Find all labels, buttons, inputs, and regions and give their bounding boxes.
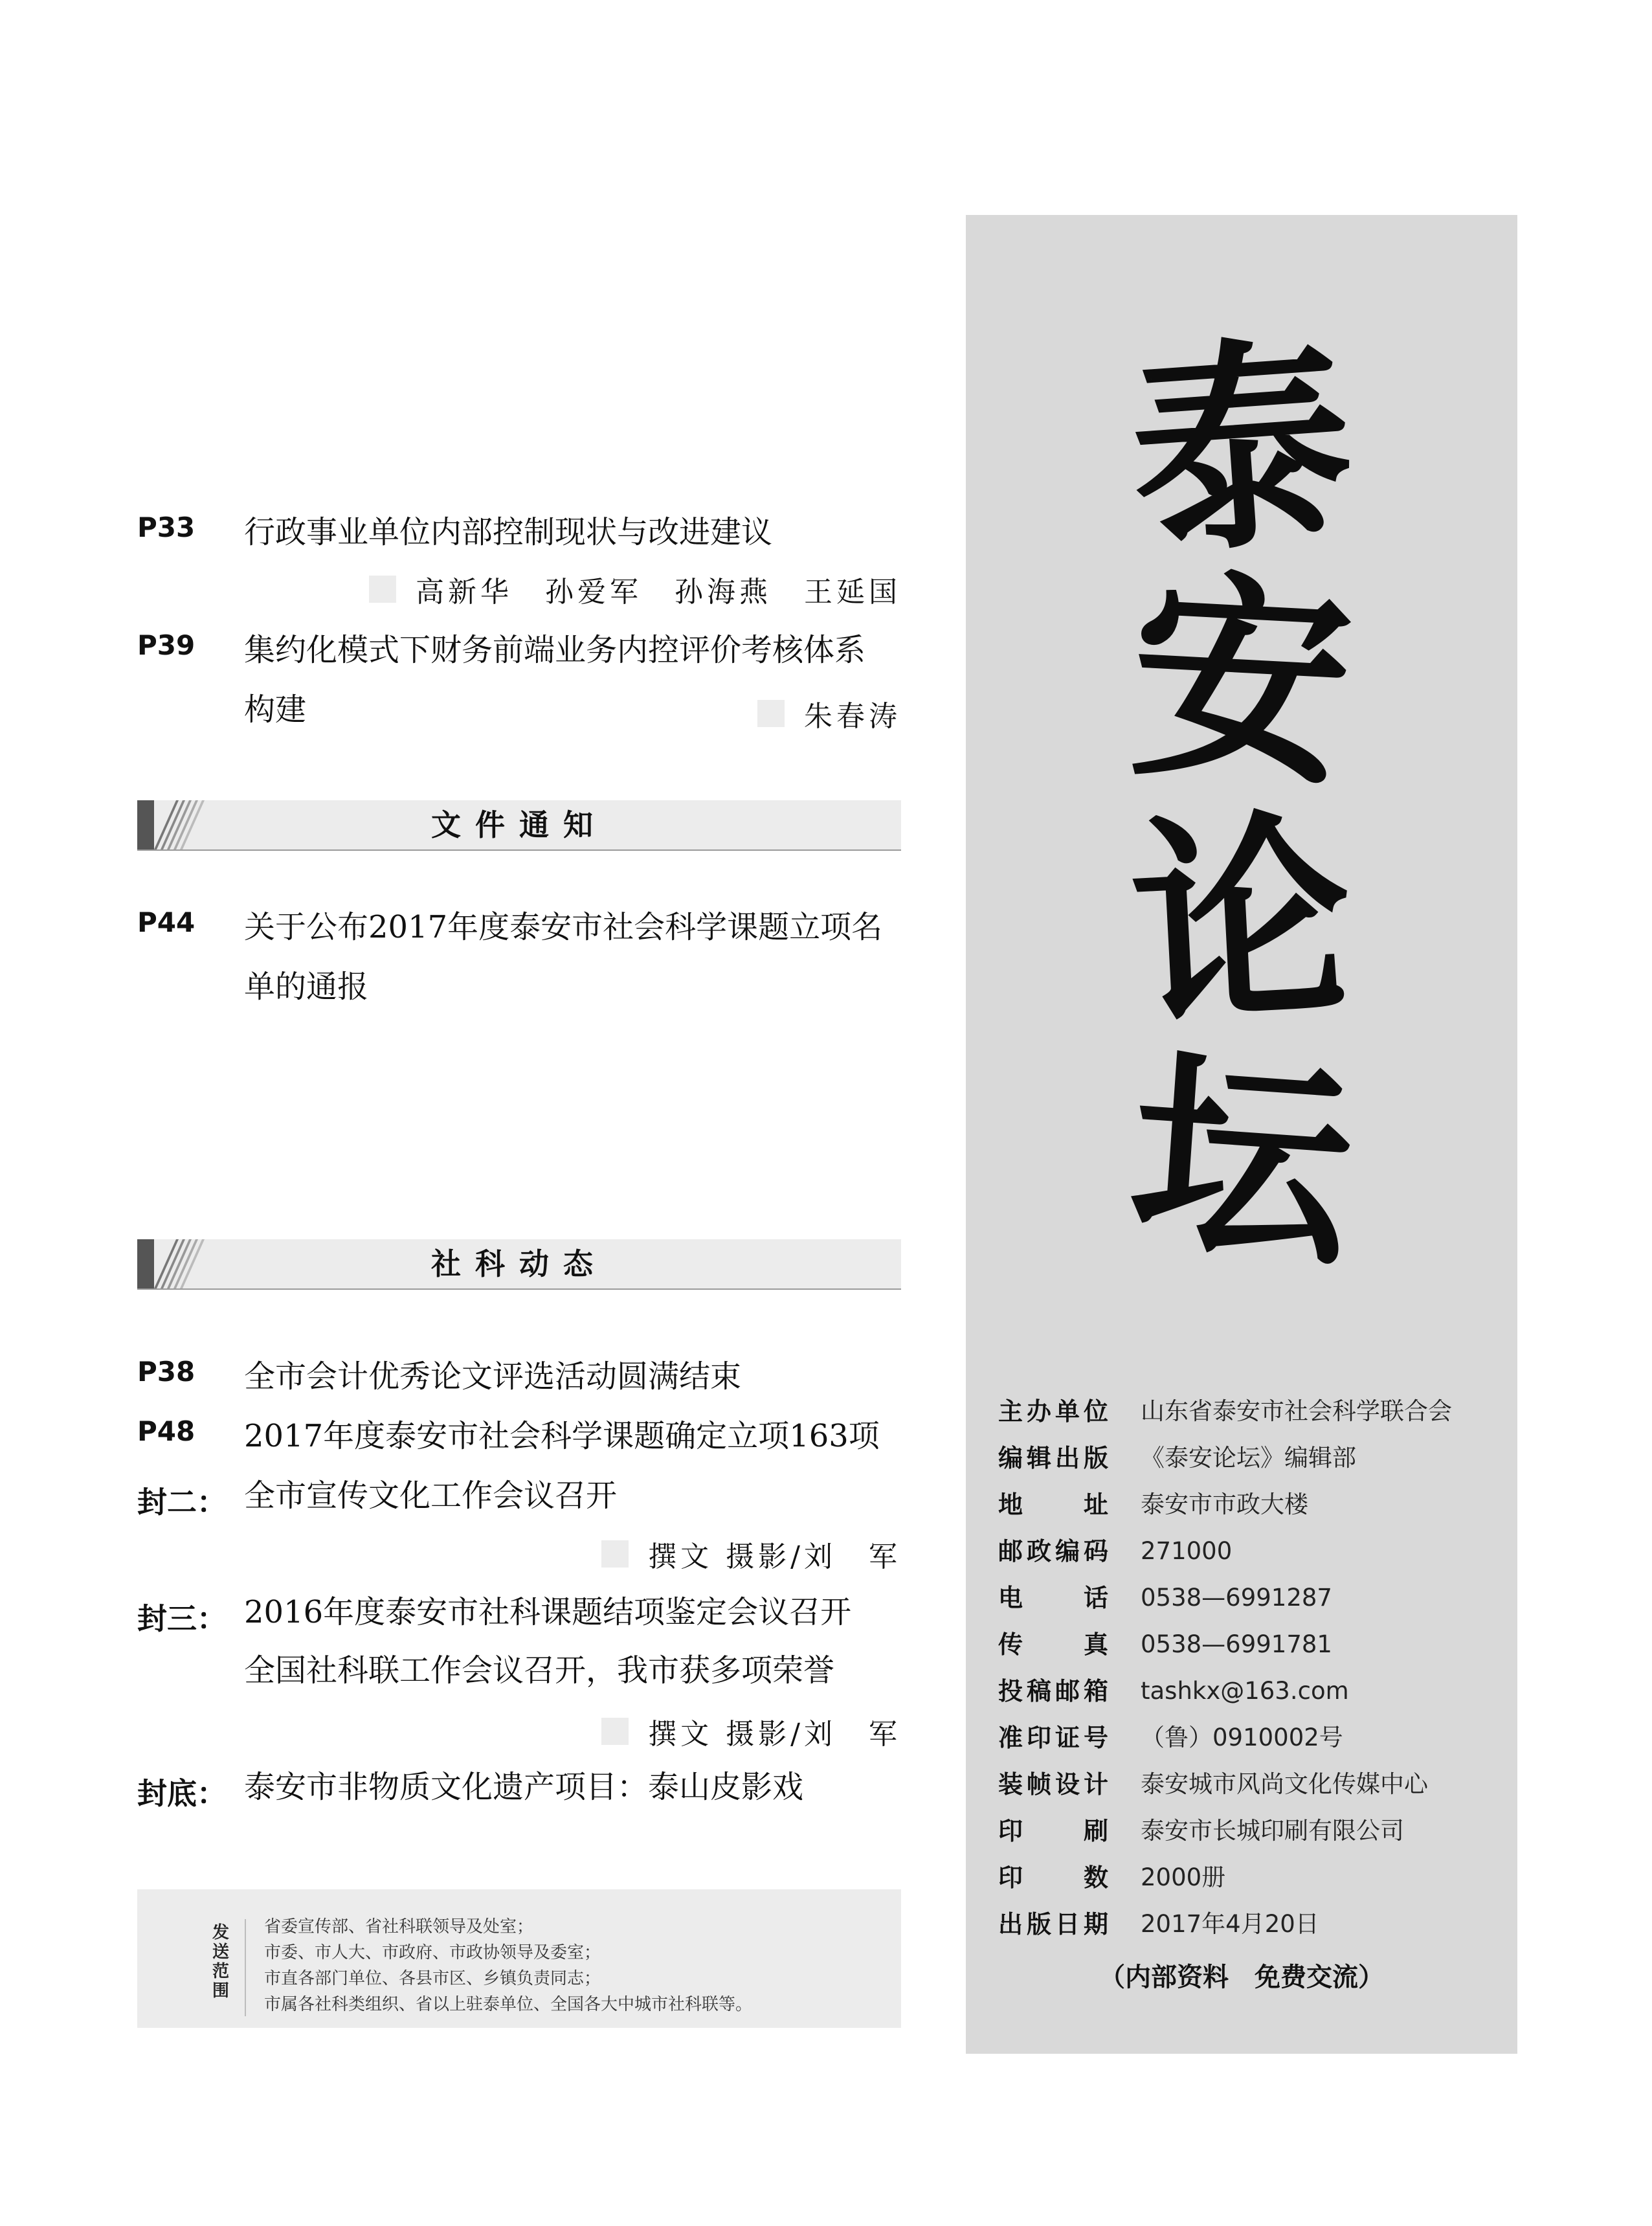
- distribution-box: [137, 1889, 901, 2028]
- info-label: 出版日期: [998, 1910, 1108, 1939]
- toc-entry-p33[interactable]: [137, 502, 901, 619]
- distribution-line: 市委、市人大、市政府、市政协领导及委室；: [264, 1943, 601, 1962]
- entry-authors: [369, 568, 901, 610]
- info-value: 2000册: [1141, 1863, 1226, 1891]
- entry-credit: [601, 1711, 901, 1752]
- info-value: tashkx@163.com: [1141, 1677, 1349, 1705]
- info-label: 投稿邮箱: [998, 1677, 1108, 1705]
- distribution-divider: [245, 1919, 246, 2016]
- distribution-label: 发送范围: [212, 1923, 229, 2001]
- toc-entry-p38[interactable]: [137, 1347, 901, 1406]
- masthead-panel: [966, 215, 1517, 2054]
- cover-label: 封二：: [137, 1485, 227, 1520]
- section-title: 文件通知: [431, 807, 607, 842]
- entry-title-line2: 全国社科联工作会议召开，我市获多项荣誉: [244, 1652, 835, 1689]
- distribution-line: 市属各社科类组织、省以上驻泰单位、全国各大中城市社科联等。: [264, 1995, 753, 2014]
- masthead-char-2: 安: [1124, 547, 1359, 817]
- cover-label: 封三：: [137, 1601, 227, 1636]
- entry-authors: [757, 693, 901, 734]
- masthead-char-1: 泰: [1122, 312, 1361, 586]
- info-label: 装帧设计: [998, 1770, 1108, 1799]
- author-names: 高新华 孙爱军 孙海燕 王延国: [416, 576, 901, 609]
- info-label: 印数: [998, 1863, 1108, 1892]
- info-label: 印刷: [998, 1817, 1108, 1845]
- info-value: 泰安城市风尚文化传媒中心: [1141, 1770, 1428, 1798]
- cover2-entry[interactable]: [137, 1466, 901, 1582]
- masthead-char-3: 论: [1124, 787, 1359, 1057]
- entry-title-line2: 构建: [244, 691, 307, 728]
- section-header-news: [137, 1239, 901, 1290]
- distribution-line: 市直各部门单位、各县市区、乡镇负责同志；: [264, 1969, 601, 1988]
- masthead-char-4: 坛: [1122, 1024, 1361, 1298]
- info-value: （鲁）0910002号: [1141, 1724, 1343, 1751]
- info-label: 编辑出版: [998, 1444, 1108, 1472]
- cover-label: 封底：: [137, 1776, 227, 1811]
- entry-title: 行政事业单位内部控制现状与改进建议: [244, 514, 773, 550]
- author-marker-icon: [757, 700, 785, 727]
- section-header-docs: [137, 800, 901, 851]
- author-names: 朱春涛: [804, 700, 901, 733]
- masthead-calligraphy: [966, 215, 1517, 1316]
- entry-title-line2: 单的通报: [244, 969, 369, 1005]
- info-value: 2017年4月20日: [1141, 1910, 1319, 1938]
- info-label: 传真: [998, 1630, 1108, 1659]
- toc-entry-p39[interactable]: [137, 620, 901, 743]
- info-value: 泰安市长城印刷有限公司: [1141, 1817, 1404, 1845]
- entry-title: 泰安市非物质文化遗产项目：泰山皮影戏: [244, 1769, 804, 1805]
- back-cover-entry[interactable]: [137, 1757, 901, 1817]
- info-value: 0538—6991781: [1141, 1630, 1332, 1658]
- info-value: 《泰安论坛》编辑部: [1141, 1444, 1356, 1472]
- page-number: P38: [137, 1356, 195, 1388]
- info-label: 准印证号: [998, 1724, 1108, 1752]
- page-number: P48: [137, 1415, 195, 1447]
- info-value: 0538—6991287: [1141, 1584, 1332, 1612]
- credit-text: 撰文 摄影/刘 军: [648, 1540, 901, 1573]
- entry-title-line1: 关于公布2017年度泰安市社会科学课题立项名: [244, 909, 883, 945]
- cover3-entry[interactable]: [137, 1582, 901, 1757]
- section-title: 社科动态: [431, 1246, 607, 1281]
- toc-entry-p48[interactable]: [137, 1406, 901, 1466]
- info-label: 邮政编码: [998, 1537, 1108, 1566]
- entry-title-line1: 集约化模式下财务前端业务内控评价考核体系: [244, 632, 866, 668]
- internal-note: （内部资料 免费交流）: [1099, 1962, 1384, 1992]
- info-label: 地址: [998, 1490, 1108, 1519]
- distribution-line: 省委宣传部、省社科联领导及处室；: [264, 1917, 534, 1937]
- page-number: P44: [137, 906, 195, 938]
- author-marker-icon: [369, 576, 396, 603]
- info-value: 271000: [1141, 1537, 1233, 1565]
- entry-credit: [601, 1533, 901, 1575]
- info-label: 主办单位: [998, 1397, 1108, 1426]
- info-value: 泰安市市政大楼: [1141, 1490, 1308, 1518]
- entry-title: 全市宣传文化工作会议召开: [244, 1478, 618, 1514]
- page-number: P33: [137, 512, 195, 543]
- page-number: P39: [137, 629, 195, 661]
- entry-title-line1: 2016年度泰安市社科课题结项鉴定会议召开: [244, 1594, 852, 1630]
- credit-text: 撰文 摄影/刘 军: [648, 1718, 901, 1751]
- info-label: 电话: [998, 1584, 1108, 1612]
- author-marker-icon: [601, 1540, 629, 1568]
- info-value: 山东省泰安市社会科学联合会: [1141, 1397, 1452, 1425]
- entry-title: 2017年度泰安市社会科学课题确定立项163项: [244, 1418, 880, 1454]
- entry-title: 全市会计优秀论文评选活动圆满结束: [244, 1358, 742, 1395]
- author-marker-icon: [601, 1718, 629, 1745]
- distribution-list: [264, 1914, 752, 2018]
- toc-entry-p44[interactable]: [137, 897, 901, 1020]
